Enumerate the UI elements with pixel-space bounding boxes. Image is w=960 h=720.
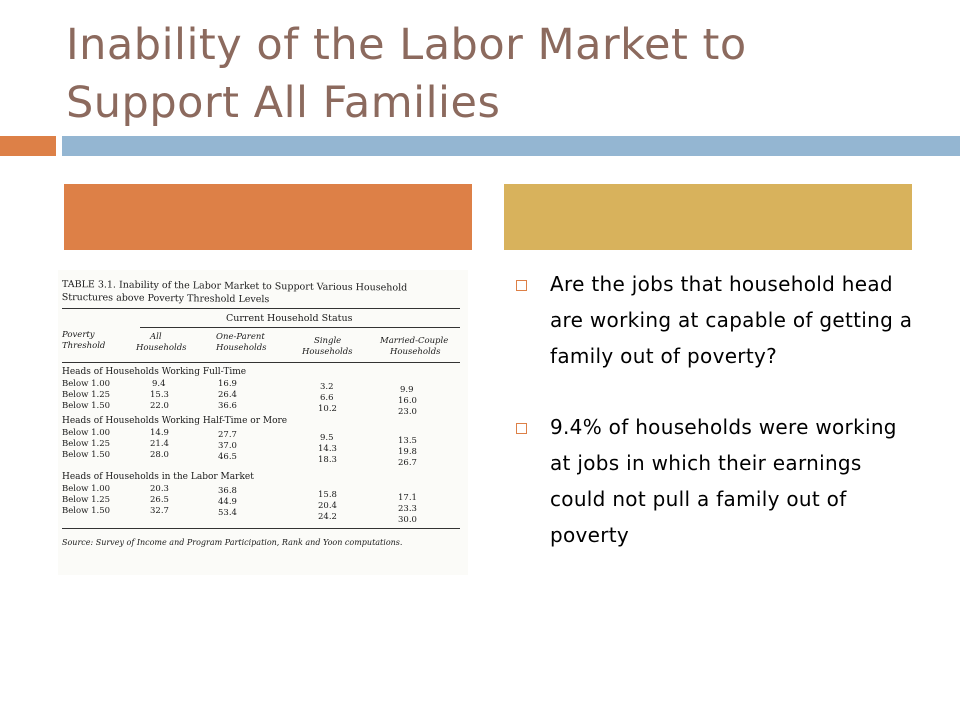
- table-cell: 23.0: [398, 407, 417, 417]
- table-cell: Below 1.25: [62, 495, 111, 505]
- bullet-square-icon: [516, 280, 527, 291]
- table-cell: 9.5: [320, 433, 334, 443]
- table-cell: 27.7: [218, 430, 237, 440]
- table-cell: 26.4: [218, 390, 237, 400]
- table-cell: 15.3: [150, 390, 169, 400]
- slide-title-line-2: Support All Families: [66, 78, 501, 128]
- table-cell: 36.8: [218, 486, 237, 496]
- bullet-item-2: [516, 409, 916, 553]
- table-cell: 24.2: [318, 512, 337, 522]
- table-cell: 30.0: [398, 515, 417, 525]
- table-cell: 10.2: [318, 404, 337, 414]
- table-cell: 9.4: [152, 379, 166, 389]
- table-cell: 22.0: [150, 401, 169, 411]
- column-header-box-right: [504, 184, 912, 250]
- col-header-married-1: Married-Couple: [380, 336, 449, 346]
- table-cell: Below 1.25: [62, 439, 111, 449]
- table-cell: 18.3: [318, 455, 337, 465]
- col-header-all-2: Households: [136, 343, 187, 353]
- table-cell: Below 1.50: [62, 450, 111, 460]
- table-rule-top: [62, 308, 460, 309]
- table-cell: 32.7: [150, 506, 169, 516]
- col-header-all-1: All: [150, 332, 162, 342]
- accent-bar-orange: [0, 136, 56, 156]
- table-cell: 26.7: [398, 458, 417, 468]
- table-cell: 20.3: [150, 484, 169, 494]
- table-rule-group: [140, 327, 460, 328]
- table-caption-line-2: Structures above Poverty Threshold Levels: [61, 291, 270, 306]
- table-cell: 20.4: [318, 501, 337, 511]
- table-cell: 3.2: [320, 382, 334, 392]
- table-cell: 17.1: [398, 493, 417, 503]
- table-cell: 16.9: [218, 379, 237, 389]
- table-cell: 16.0: [398, 396, 417, 406]
- table-cell: Below 1.00: [62, 428, 111, 438]
- table-caption: [62, 278, 408, 308]
- table-section-heading: Heads of Households Working Full-Time: [62, 367, 247, 377]
- table-cell: 6.6: [320, 393, 334, 403]
- table-rule-bottom: [62, 528, 460, 529]
- col-header-poverty-1: Poverty: [62, 330, 95, 340]
- bullet-text-1: Are the jobs that household head are working at capable of getting a family out of poverty?: [550, 272, 913, 368]
- table-cell: 15.8: [318, 490, 337, 500]
- table-cell: 44.9: [218, 497, 237, 507]
- table-cell: 36.6: [218, 401, 237, 411]
- slide-title-line-1: Inability of the Labor Market to: [66, 20, 747, 70]
- table-section-heading: Heads of Households Working Half-Time or More: [62, 416, 288, 426]
- table-cell: 9.9: [400, 385, 414, 395]
- table-cell: 14.9: [150, 428, 169, 438]
- table-cell: 13.5: [398, 436, 417, 446]
- table-cell: 37.0: [218, 441, 237, 451]
- table-cell: Below 1.00: [62, 484, 111, 494]
- table-cell: Below 1.00: [62, 379, 111, 389]
- table-cell: 26.5: [150, 495, 169, 505]
- col-header-poverty-2: Threshold: [62, 341, 106, 351]
- table-cell: 53.4: [218, 508, 237, 518]
- col-header-one-1: One-Parent: [216, 332, 265, 342]
- column-header-box-left: [64, 184, 472, 250]
- col-header-one-2: Households: [216, 343, 267, 353]
- table-source-note: Source: Survey of Income and Program Participation, Rank and Yoon computations.: [62, 538, 403, 547]
- table-cell: 14.3: [318, 444, 337, 454]
- table-cell: Below 1.50: [62, 401, 111, 411]
- bullet-list: [516, 266, 916, 553]
- table-cell: 23.3: [398, 504, 417, 514]
- table-cell: 46.5: [218, 452, 237, 462]
- bullet-text-2: 9.4% of households were working at jobs in which their earnings could not pull a family out of poverty: [550, 415, 897, 547]
- table-cell: Below 1.25: [62, 390, 111, 400]
- table-cell: 21.4: [150, 439, 169, 449]
- bullet-square-icon: [516, 423, 527, 434]
- table-cell: 19.8: [398, 447, 417, 457]
- col-header-single-2: Households: [302, 347, 353, 357]
- bullet-item-1: [516, 266, 916, 374]
- col-header-married-2: Households: [390, 347, 441, 357]
- slide-title: [66, 16, 926, 132]
- table-cell: 28.0: [150, 450, 169, 460]
- table-section-heading: Heads of Households in the Labor Market: [62, 472, 254, 482]
- table-group-header: Current Household Status: [226, 313, 353, 324]
- accent-bar-blue: [62, 136, 960, 156]
- table-caption-line-1: TABLE 3.1. Inability of the Labor Market to Support Various Household: [61, 278, 408, 294]
- scanned-table-image: [58, 270, 468, 575]
- table-rule-header: [62, 362, 460, 363]
- col-header-single-1: Single: [314, 336, 342, 346]
- table-cell: Below 1.50: [62, 506, 111, 516]
